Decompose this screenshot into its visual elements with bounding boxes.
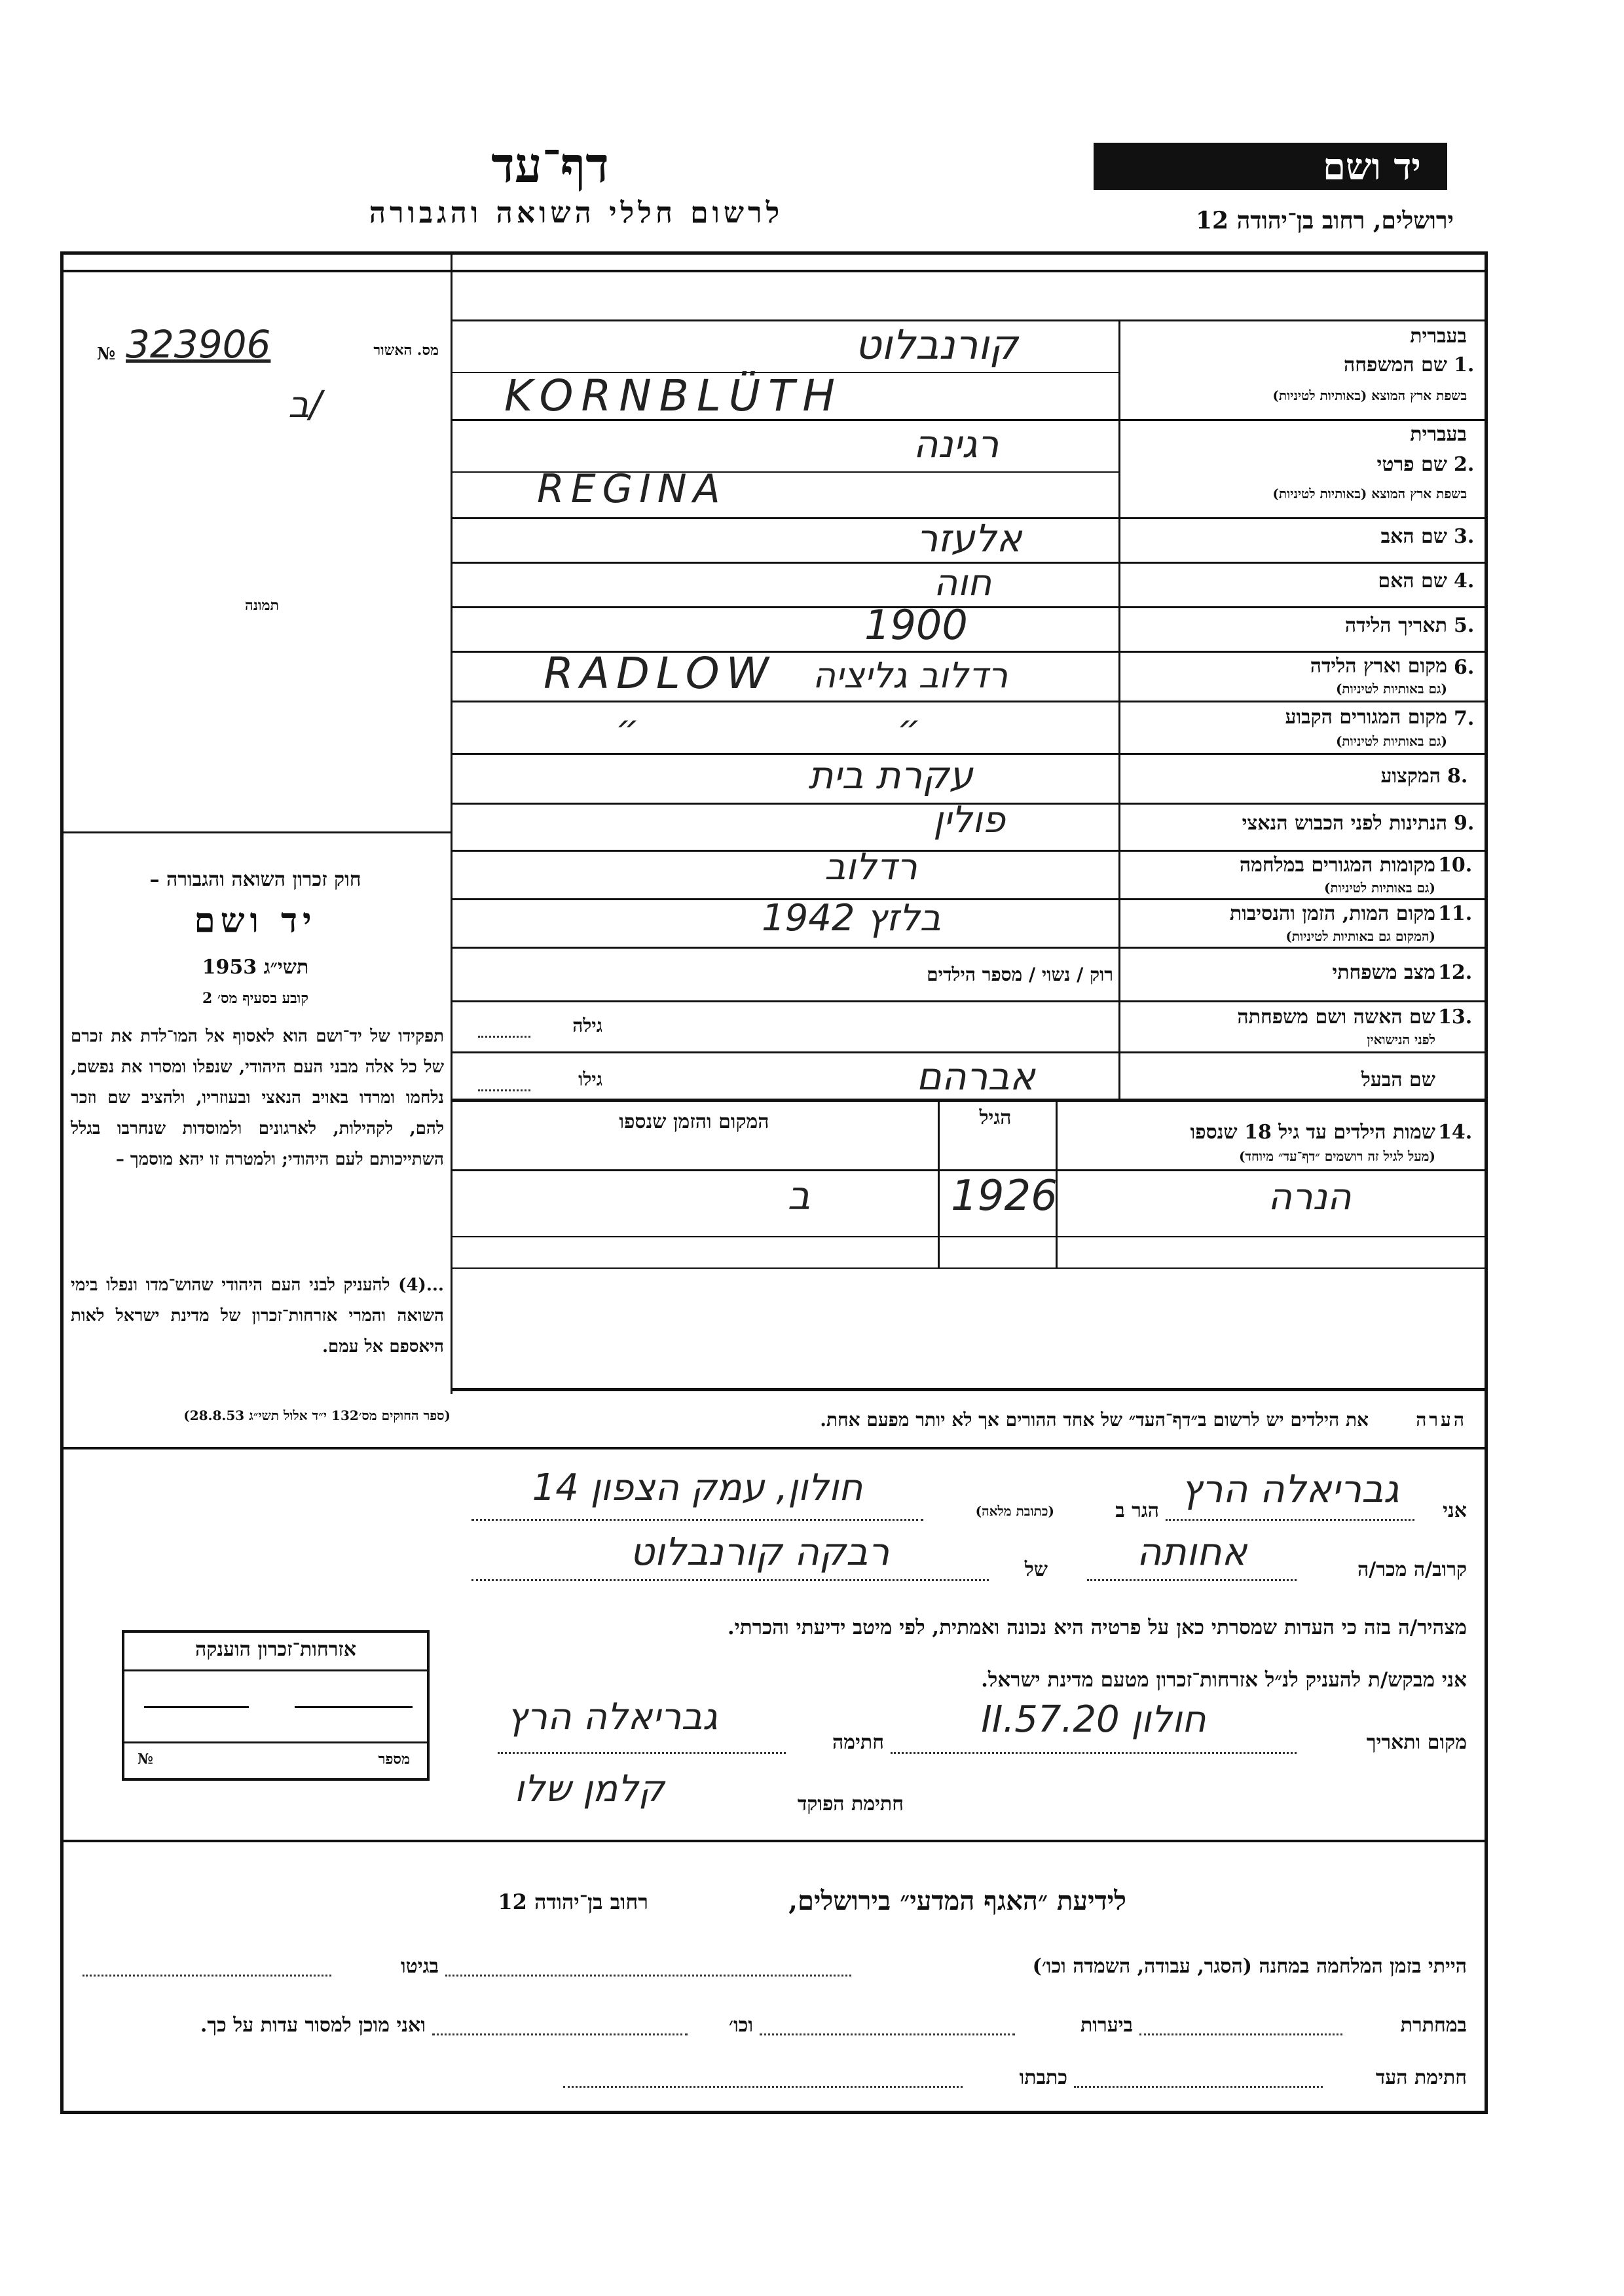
field-10-label: מקומות המגורים במלחמה <box>1239 854 1435 877</box>
field-4-label: שם האם <box>1378 570 1447 592</box>
child-1-age: 1926 <box>951 1172 1058 1220</box>
footer-underground-label: במחתרת <box>1400 2014 1467 2037</box>
footer-witness-signature-label: חתימת העד <box>1375 2066 1467 2089</box>
field-10-sub: (גם באותיות לטיניות) <box>1323 880 1435 896</box>
photo-label: תמונה <box>245 597 279 614</box>
citizenship-request: אני מבקש/ת להעניק לנ״ל אזרחות־זכרון מטעם מדינת ישראל. <box>981 1668 1467 1692</box>
field-1-value-latin: KORNBLÜTH <box>504 371 843 421</box>
footer-ready-testify: ואני מוכן למסור עדות על כך. <box>200 2014 426 2037</box>
field-11-number: 11. <box>1438 902 1473 925</box>
column-header-age: הגיל <box>979 1106 1012 1129</box>
husband-value: אברהם <box>916 1054 1035 1099</box>
footer-address-label: כתבתו <box>1019 2066 1067 2089</box>
field-6-label: מקום וארץ הלידה <box>1310 655 1447 678</box>
of-label: של <box>1024 1558 1048 1581</box>
field-3-label: שם האב <box>1380 525 1447 548</box>
field-2-value-latin: REGINA <box>537 466 727 512</box>
receipt-label: מס. האשור <box>373 342 439 359</box>
declarant-name: גבריאלה הרץ <box>1181 1467 1399 1511</box>
declarant-i-label: אני <box>1443 1499 1467 1522</box>
field-1-value-hebrew: קורנבלוט <box>855 321 1018 369</box>
field-13-age-label: גילה <box>572 1015 602 1036</box>
footer-forests-label: ביערות <box>1080 2014 1133 2037</box>
footer-camp-label: הייתי בזמן המלחמה במחנה (הסגר, עבודה, השמדה וכו׳) <box>1032 1955 1467 1978</box>
field-5-value: 1900 <box>864 601 968 649</box>
citizenship-box-number-label: מספר <box>378 1751 410 1768</box>
place-date-label: מקום ותאריך <box>1366 1731 1467 1754</box>
field-12-number: 12. <box>1438 961 1473 984</box>
field-9-label: הנתינות לפני הכבוש הנאצי <box>1242 812 1447 835</box>
law-title: חוק זכרון השואה והגבורה – <box>149 868 361 891</box>
column-header-place: המקום והזמן שנספו <box>619 1110 769 1133</box>
lives-label: הגר ב <box>1115 1499 1159 1522</box>
field-1-label: שם המשפחה <box>1343 354 1447 376</box>
field-9-value: פולין <box>933 799 1005 841</box>
field-13-label: שם האשה ושם משפחתה <box>1237 1006 1435 1029</box>
place-date-value: חולון 20.II.57 <box>981 1698 1206 1741</box>
field-14-sub: (מעל לגיל זה רושמים ״דף־עד״ מיוחד) <box>1238 1148 1435 1164</box>
field-12-label: מצב משפחתי <box>1332 961 1435 984</box>
field-7-value: ״ <box>616 707 640 750</box>
field-3-value: אלעזר <box>916 516 1022 560</box>
field-7-sub: (גם באותיות לטיניות) <box>1335 733 1447 749</box>
citizenship-box-no-sign: № <box>138 1751 153 1768</box>
field-7-value-2: ״ <box>897 707 921 750</box>
field-6-sub: (גם באותיות לטיניות) <box>1335 681 1447 697</box>
law-name: יד ושם <box>194 901 317 941</box>
field-7-number: 7. <box>1454 707 1475 730</box>
form-subtitle: לרשום חללי השואה והגבורה <box>369 196 784 230</box>
law-year: תשי״ג 1953 <box>202 956 309 979</box>
form-title: דף־עד <box>491 137 609 194</box>
field-7-label: מקום המגורים הקבוע <box>1285 706 1447 729</box>
declarant-signature: גבריאלה הרץ <box>507 1696 718 1738</box>
field-11-sub: (המקום גם באותיות לטיניות) <box>1285 928 1435 944</box>
field-4-value: חוה <box>933 562 992 604</box>
note-text: את הילדים יש לרשום ב״דף־העד״ של אחד ההורים אך לא יותר מפעם אחת. <box>820 1409 1369 1430</box>
address-note: (כתובת מלאה) <box>975 1503 1054 1519</box>
relative-label: קרוב/ה מכר/ה <box>1357 1558 1467 1581</box>
field-2-hebrew-tag: בעברית <box>1410 423 1467 446</box>
inspector-signature: קלמן שלו <box>514 1768 665 1810</box>
of-name: רבקה קורנבלוט <box>629 1529 890 1574</box>
declarant-address: חולון, עמק הצפון 14 <box>532 1467 863 1509</box>
child-1-name: הנרה <box>1268 1176 1352 1218</box>
header-address: ירושלים, רחוב בן־יהודה 12 <box>1195 207 1454 234</box>
field-8-number: 8. <box>1447 765 1468 788</box>
field-4-number: 4. <box>1454 570 1475 592</box>
field-2-number: 2. <box>1454 453 1475 476</box>
field-10-value: רדלוב <box>824 846 917 888</box>
field-2-value-hebrew: רגינה <box>913 422 999 466</box>
field-10-number: 10. <box>1438 854 1473 877</box>
husband-label: שם הבעל <box>1361 1068 1435 1091</box>
field-13-sub: לפני הנישואין <box>1367 1032 1435 1048</box>
field-6-value-hebrew: רדלוב גליציה <box>812 655 1008 696</box>
law-text-purpose: תפקידו של יד־ושם הוא לאסוף אל המו־לדת את זכרם של כל אלה מבני העם היהודי, שנפלו ומסרו את נפשם, נלחמו ומרדו באויב הנאצי ובעוזריו, ולהציב שם וזכר להם, לקהילות, לארגונים ולמוסדות שנחרבו בגלל השתייכותם לעם היהודי; ולמטרה זו יהא מוסמך – <box>71 1027 444 1169</box>
field-5-label: תאריך הלידה <box>1344 614 1447 637</box>
field-13-number: 13. <box>1438 1006 1473 1029</box>
field-12-options: רוק / נשוי / מספר הילדים <box>927 964 1113 985</box>
inspector-label: חתימת הפוקד <box>797 1793 904 1815</box>
field-8-value: עקרת בית <box>808 753 973 797</box>
field-1-sub: בשפת ארץ המוצא (באותיות לטיניות) <box>1272 388 1467 403</box>
child-1-place: ב <box>787 1173 811 1219</box>
receipt-mark: ב/ <box>288 384 322 426</box>
footer-title: לידיעת ״האגף המדעי״ בירושלים, <box>788 1886 1126 1916</box>
law-clause: קובע בסעיף מס׳ 2 <box>202 990 309 1007</box>
field-6-value-latin: RADLOW <box>544 648 775 699</box>
field-2-label: שם פרטי <box>1376 453 1447 476</box>
husband-age-label: גילו <box>578 1068 602 1090</box>
field-5-number: 5. <box>1454 614 1475 637</box>
footer-ghetto-label: בגיטו <box>400 1955 439 1978</box>
field-11-label: מקום המות, הזמן והנסיבות <box>1229 902 1435 925</box>
logo-text: יד ושם <box>1322 145 1421 189</box>
field-6-number: 6. <box>1454 656 1475 679</box>
field-11-value: בלזץ 1942 <box>761 897 942 939</box>
yad-vashem-logo <box>1094 143 1447 190</box>
field-14-label: שמות הילדים עד גיל 18 שנספו <box>1190 1121 1435 1144</box>
declaration-statement: מצהיר/ה בזה כי העדות שמסרתי כאן על פרטיה היא נכונה ואמתית, לפי מיטב ידיעתי והכרתי. <box>727 1616 1467 1639</box>
law-text-citizenship: ...(4) להעניק לבני העם היהודי שהוש־מדו ונפלו בימי השואה והמרי אזרחות־זכרון של מדינת ישראל לאות היאספם אל עמם. <box>71 1275 444 1357</box>
field-8-label: המקצוע <box>1380 765 1441 788</box>
note-label: הערה <box>1416 1409 1467 1430</box>
citizenship-box-title: אזרחות־זכרון הוענקה <box>194 1638 357 1661</box>
citizenship-box <box>122 1630 430 1781</box>
field-1-number: 1. <box>1454 354 1475 376</box>
signature-label: חתימה <box>832 1731 884 1754</box>
field-3-number: 3. <box>1454 525 1475 548</box>
field-14-number: 14. <box>1438 1121 1473 1144</box>
law-source: (ספר החוקים מס׳132 י״ד אלול תשי״ג 28.8.53) <box>183 1408 451 1423</box>
receipt-no-sign: № <box>97 344 116 364</box>
footer-etc-label: וכו׳ <box>729 2014 753 2037</box>
declarant-relation: אחותה <box>1136 1529 1247 1574</box>
footer-address: רחוב בן־יהודה 12 <box>498 1889 648 1914</box>
field-1-hebrew-tag: בעברית <box>1410 325 1467 348</box>
field-2-sub: בשפת ארץ המוצא (באותיות לטיניות) <box>1272 486 1467 501</box>
field-9-number: 9. <box>1454 812 1475 835</box>
receipt-number: 323906 <box>126 322 271 367</box>
